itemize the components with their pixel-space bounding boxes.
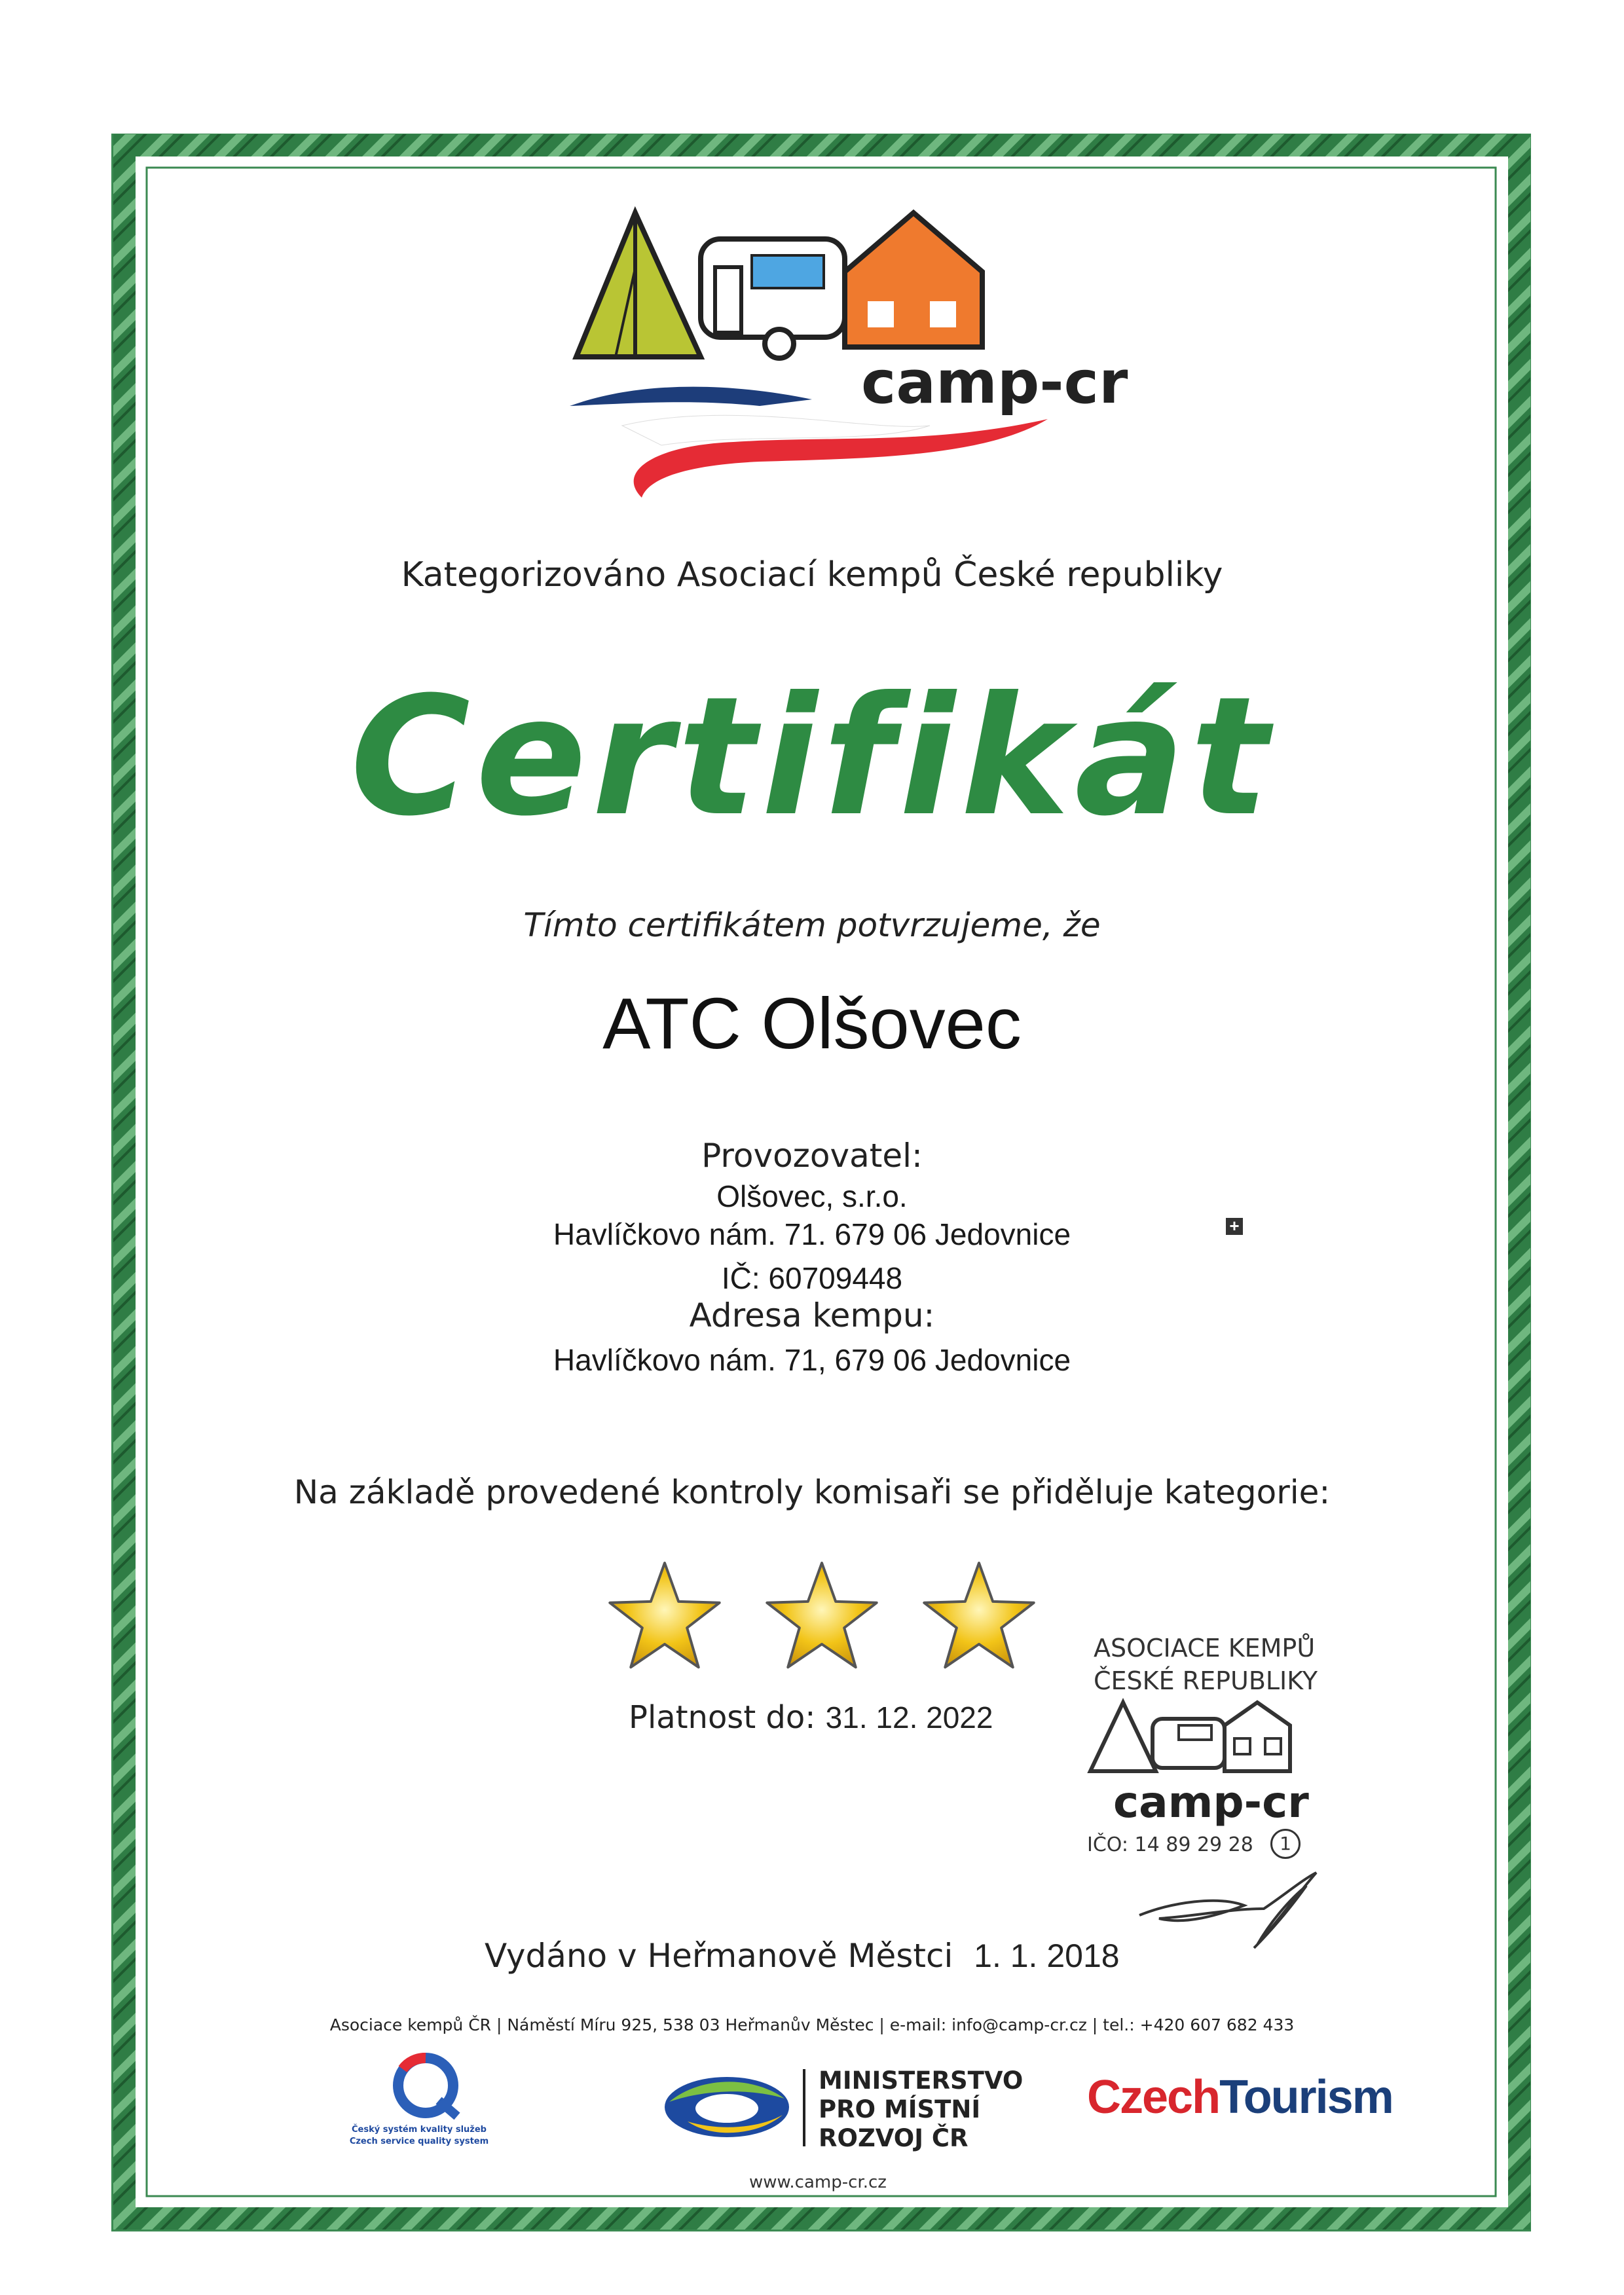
company-id: IČ: 60709448 — [721, 1261, 903, 1295]
stamp-logo — [1087, 1699, 1310, 1830]
camp-cr-logo — [563, 210, 1128, 517]
quality-q-logo — [386, 2049, 465, 2121]
confirmation-text: Tímto certifikátem potvrzujeme, že — [523, 906, 1101, 944]
signature — [1133, 1869, 1323, 1955]
star-rating — [602, 1558, 1061, 1683]
quality-line-1: Český systém kvality služeb — [352, 2125, 487, 2135]
stamp-company-id: IČO: 14 89 29 28 — [1087, 1833, 1253, 1856]
certificate-title: Certifikát — [350, 661, 1274, 852]
camp-address: Havlíčkovo nám. 71, 679 06 Jedovnice — [553, 1343, 1071, 1377]
caravan-icon — [701, 239, 845, 358]
validity-date: 31. 12. 2022 — [825, 1700, 993, 1735]
stamp-tent-icon — [1090, 1702, 1156, 1771]
star-icon — [610, 1563, 719, 1667]
association-subtitle: Kategorizováno Asociací kempů České republiky — [401, 555, 1223, 595]
website-link[interactable]: www.camp-cr.cz — [743, 2173, 893, 2192]
quality-line-2: Czech service quality system — [349, 2137, 489, 2146]
validity-label: Platnost do: — [629, 1699, 816, 1736]
star-icon — [924, 1563, 1033, 1667]
star-icon — [767, 1563, 876, 1667]
plus-icon: + — [1226, 1218, 1243, 1235]
association-stamp — [1074, 1634, 1323, 1974]
house-icon — [845, 213, 982, 347]
footer-contact: Asociace kempů ČR | Náměstí Míru 925, 538 03 Heřmanův Městec | e-mail: info@camp-cr.cz | tel.: +420 607 682 433 — [329, 2015, 1295, 2034]
validity — [629, 1699, 993, 1736]
czechtourism-logo — [1087, 2070, 1393, 2124]
tent-icon — [576, 213, 701, 357]
stamp-line-2: ČESKÉ REPUBLIKY — [1094, 1666, 1318, 1695]
ministry-line-2: PRO MÍSTNÍ — [819, 2095, 981, 2123]
operator-label: Provozovatel: — [701, 1137, 923, 1175]
ministry-line-1: MINISTERSTVO — [819, 2066, 1024, 2095]
stamp-brand: camp-cr — [1113, 1777, 1309, 1827]
czechtourism-czech: Czech — [1087, 2071, 1220, 2123]
ministry-emblem — [661, 2069, 792, 2141]
camp-address-label: Adresa kempu: — [689, 1296, 935, 1334]
stamp-line-1: ASOCIACE KEMPŮ — [1094, 1634, 1316, 1662]
category-basis-text: Na základě provedené kontroly komisaři se přiděluje kategorie: — [293, 1473, 1331, 1511]
operator-name: Olšovec, s.r.o. — [716, 1179, 908, 1213]
issue-date: 1. 1. 2018 — [974, 1937, 1120, 1974]
issue-place: Vydáno v Heřmanově Městci — [485, 1937, 953, 1975]
stamp-house-icon — [1225, 1702, 1290, 1771]
stamp-number: 1 — [1270, 1829, 1301, 1859]
brand-text: camp-cr — [861, 348, 1128, 417]
czechtourism-tourism: Tourism — [1219, 2071, 1393, 2123]
ministry-divider — [803, 2069, 805, 2146]
issue-line — [485, 1937, 1120, 1975]
operator-address: Havlíčkovo nám. 71. 679 06 Jedovnice — [553, 1217, 1071, 1251]
ministry-line-3: ROZVOJ ČR — [819, 2124, 969, 2152]
camp-name: ATC Olšovec — [602, 983, 1022, 1064]
